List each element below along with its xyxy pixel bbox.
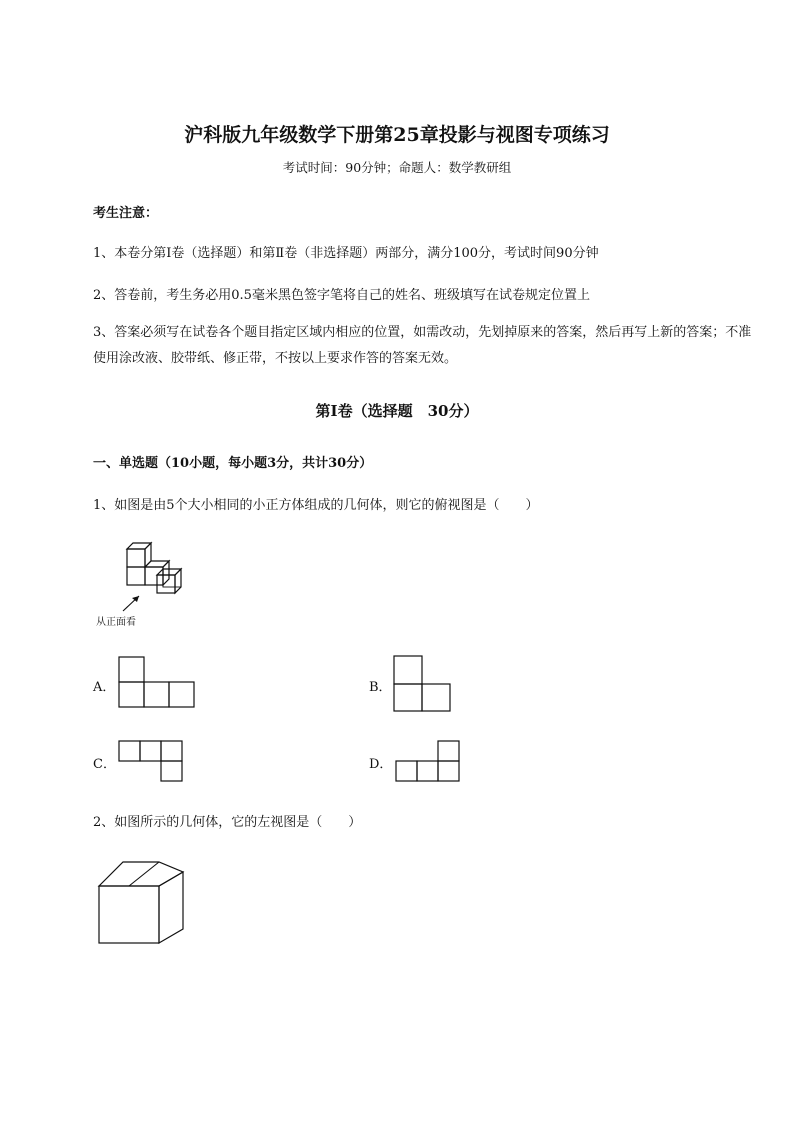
cube-front-face xyxy=(127,549,145,567)
part-heading: 一、单选题（10小题，每小题3分，共计30分） xyxy=(93,456,373,471)
cube-side-face xyxy=(175,569,181,593)
square xyxy=(394,684,422,711)
option-a-figure xyxy=(118,656,198,710)
square xyxy=(119,741,140,761)
option-a-label[interactable]: A． xyxy=(93,680,116,695)
solid-top-face xyxy=(99,862,183,886)
option-c-figure xyxy=(118,740,186,784)
square xyxy=(396,761,417,781)
square xyxy=(161,741,182,761)
square xyxy=(438,741,459,761)
question-2-solid-figure xyxy=(96,856,188,948)
notice-item-2: 2、答卷前，考生务必用0.5毫米黑色签字笔将自己的姓名、班级填写在试卷规定位置上 xyxy=(93,288,590,303)
cube-front-face xyxy=(145,567,163,585)
page-title: 沪科版九年级数学下册第25章投影与视图专项练习 xyxy=(184,124,610,146)
solid-front-face xyxy=(99,886,159,943)
square xyxy=(438,761,459,781)
section-title: 第I卷（选择题 30分） xyxy=(315,402,479,420)
option-d-figure xyxy=(395,740,463,784)
cube-front-face xyxy=(127,567,145,585)
notice-heading: 考生注意： xyxy=(93,206,159,221)
question-1-text: 1、如图是由5个大小相同的小正方体组成的几何体，则它的俯视图是（ ） xyxy=(93,498,539,513)
exam-info: 考试时间：90分钟；命题人：数学教研组 xyxy=(282,160,512,175)
square xyxy=(119,657,144,682)
option-c-label[interactable]: C． xyxy=(93,757,116,772)
option-b-label[interactable]: B． xyxy=(369,680,392,695)
square xyxy=(394,656,422,684)
solid-edge xyxy=(129,862,159,886)
solid-side-face xyxy=(159,872,183,943)
question-2-text: 2、如图所示的几何体，它的左视图是（ ） xyxy=(93,815,362,830)
square xyxy=(144,682,169,707)
square xyxy=(422,684,450,711)
cube-side-face xyxy=(163,561,169,585)
option-b-figure xyxy=(393,655,453,713)
square xyxy=(119,682,144,707)
cube-front-face xyxy=(157,575,175,593)
figure-caption: 从正面看 xyxy=(96,617,136,628)
square xyxy=(169,682,194,707)
notice-item-3: 3、答案必须写在试卷各个题目指定区域内相应的位置，如需改动，先划掉原来的答案，然后再写上新的答案；不准使用涂改液、胶带纸、修正带，不按以上要求作答的答案无效。 xyxy=(93,325,752,366)
square xyxy=(417,761,438,781)
square xyxy=(140,741,161,761)
notice-item-1: 1、本卷分第I卷（选择题）和第Ⅱ卷（非选择题）两部分，满分100分，考试时间90分钟 xyxy=(93,246,599,261)
square xyxy=(161,761,182,781)
option-d-label[interactable]: D． xyxy=(369,757,393,772)
